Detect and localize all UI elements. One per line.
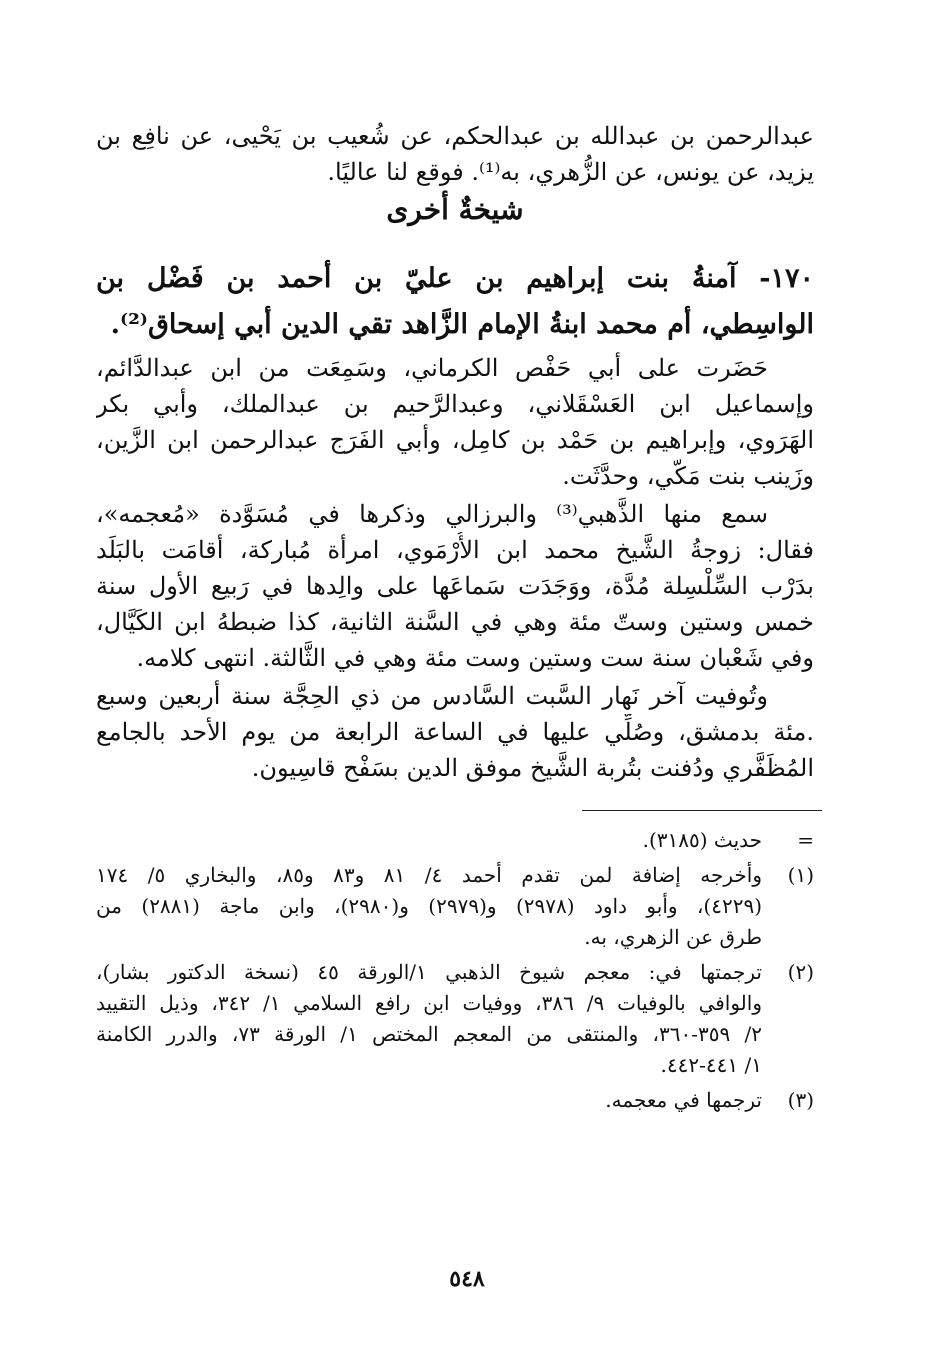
text-line: خمس وستين وستّ مئة وهي في السَّنة الثانية، كذا ضبطهُ ابن الكَيَّال، [96, 608, 814, 636]
intro-paragraph [96, 118, 814, 190]
footnote-marker: = [797, 828, 814, 852]
text-line: فقال: زوجةُ الشَّيخ محمد ابن الأُرْمَوي، امرأة مُباركة، أقامَت بالبَلَد [96, 536, 814, 564]
footnote-line: ترجمها في معجمه. [605, 1088, 762, 1112]
paragraph-death [96, 678, 814, 786]
text-line: بدَرْب السِّلْسِلة مُدَّة، ووَجَدَت سَماعَها على والِدها في رَبيع الأول سنة [96, 572, 814, 600]
paragraph-attendance [96, 350, 814, 494]
footnote-line: والوافي بالوفيات ٩/ ٣٨٦، ووفيات ابن رافع السلامي ١/ ٣٤٢، وذيل التقييد [96, 991, 762, 1015]
entry-title-line: الواسِطي، أم محمد ابنةُ الإمام الزَّاهد تقي الدين أبي إسحاق⁽²⁾. [110, 309, 814, 340]
section-heading: شيخةٌ أخرى [386, 193, 524, 226]
text-line: سمع منها الذَّهبي⁽³⁾ والبرزالي وذكرها في مُسَوَّدة «مُعجمه»، [96, 500, 768, 528]
text-line: حَضَرت على أبي حَفْص الكرماني، وسَمِعَت من ابن عبدالدَّائم، [96, 354, 768, 382]
footnotes [96, 825, 814, 1116]
biography-entry-title [96, 256, 814, 348]
entry-title-line: ١٧٠- آمنةُ بنت إبراهيم بن عليّ بن أحمد بن فَضْل بن [96, 263, 814, 294]
footnote-line: ترجمتها في: معجم شيوخ الذهبي ١/الورقة ٤٥ (نسخة الدكتور بشار)، [96, 960, 762, 984]
text-line: عبدالرحمن بن عبدالله بن عبدالحكم، عن شُعيب بن يَحْيى، عن نافِع بن [96, 122, 814, 150]
text-line: .مئة بدمشق، وصُلِّي عليها في الساعة الرابعة من يوم الأحد بالجامع [96, 718, 814, 746]
footnote-line: ١/ ٤٤١-٤٤٢. [660, 1053, 762, 1077]
footnote-divider [582, 810, 822, 811]
footnote-line: ٢/ ٣٥٩-٣٦٠، والمنتقى من المعجم المختص ١/ الورقة ٧٣، والدرر الكامنة [96, 1022, 762, 1046]
text-line: وفي شَعْبان سنة ست وستين وست مئة وهي في الثَّالثة. انتهى كلامه. [136, 644, 814, 672]
footnote-3 [96, 1085, 814, 1116]
footnote-number: (٢) [787, 960, 814, 984]
footnote-number: (٣) [787, 1088, 814, 1112]
footnote-1 [96, 860, 814, 953]
footnote-line: وأخرجه إضافة لمن تقدم أحمد ٤/ ٨١ و٨٣ و٨٥، والبخاري ٥/ ١٧٤ [96, 863, 762, 887]
text-line: وزَينب بنت مَكّي، وحدَّثَت. [562, 462, 814, 490]
page-number: ٥٤٨ [449, 1266, 485, 1292]
footnote-line: حديث (٣١٨٥). [642, 828, 762, 852]
footnote-number: (١) [787, 863, 814, 887]
text-line: وتُوفيت آخر نَهار السَّبت السَّادس من ذي الحِجَّة سنة أربعين وسبع [96, 682, 768, 710]
footnote-continuation [96, 825, 814, 856]
paragraph-dhahabi [96, 496, 814, 676]
footnote-line: (٤٢٢٩)، وأبو داود (٢٩٧٨) و(٢٩٧٩) و(٢٩٨٠)، وابن ماجة (٢٨٨١) من [96, 894, 762, 918]
text-line: يزيد، عن يونس، عن الزُّهري، به⁽¹⁾. فوقع لنا عاليًا. [327, 158, 814, 186]
text-line: المُظَفَّري ودُفنت بتُربة الشَّيخ موفق الدين بسَفْح قاسِيون. [251, 754, 814, 782]
footnote-line: طرق عن الزهري، به. [584, 925, 762, 949]
footnote-2 [96, 957, 814, 1081]
text-line: وإسماعيل ابن العَسْقَلاني، وعبدالرَّحيم بن عبدالملك، وأبي بكر [96, 390, 814, 418]
text-line: الهَرَوي، وإبراهيم بن حَمْد بن كامِل، وأبي الفَرَج عبدالرحمن ابن الزَّين، [96, 426, 814, 454]
